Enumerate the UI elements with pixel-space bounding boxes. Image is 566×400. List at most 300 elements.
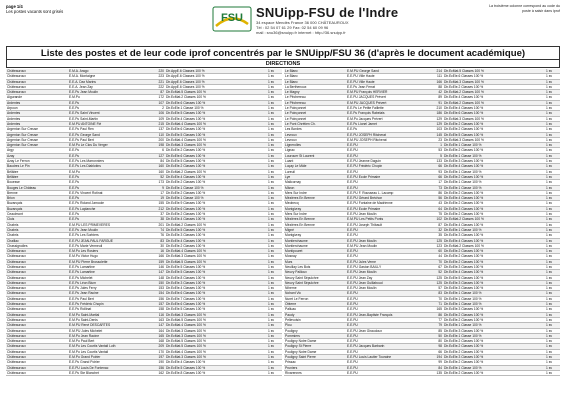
post-type-cell: Dir.AppE.6 Classes 100 % bbox=[165, 79, 260, 84]
school-cell: E.E.Pu Roland Jamoole bbox=[68, 201, 150, 206]
code-cell: 158 bbox=[150, 307, 165, 312]
post-type-cell: Dir.EcEle.3 Classes 100 % bbox=[443, 159, 538, 164]
commune-cell: Lourouer St Laurent bbox=[284, 153, 346, 158]
service-cell: 1 sv bbox=[538, 355, 560, 360]
commune-cell: Levroux bbox=[284, 132, 346, 137]
school-cell: E.M.Pu Jean Racine bbox=[68, 333, 150, 338]
code-cell: 57 bbox=[428, 286, 443, 291]
commune-cell: Cluis bbox=[6, 217, 68, 222]
code-cell: 9 bbox=[150, 185, 165, 190]
school-cell: E.M.PU Les Petits Ponts bbox=[346, 217, 428, 222]
school-cell: E.M.PU Pierre Brossolette bbox=[68, 259, 150, 264]
school-cell: E.M.Pu Les Rosiers bbox=[68, 249, 150, 254]
post-type-cell: Dir.AppE.6 Classes 100 % bbox=[165, 84, 260, 89]
header-note: La troisième colonne correspond au code du poste à saisir dans iprof bbox=[489, 4, 560, 13]
commune-cell: Montierchaume bbox=[284, 243, 346, 248]
service-cell: 1 sv bbox=[538, 307, 560, 312]
school-cell: E.E.Pu Les Sorbiers bbox=[68, 233, 150, 238]
code-cell: 137 bbox=[150, 127, 165, 132]
service-cell: 1 sv bbox=[260, 69, 282, 74]
commune-cell: Bélâbre bbox=[6, 169, 68, 174]
commune-cell: Brenne bbox=[6, 190, 68, 195]
post-type-cell: Dir.EcEle.2 Classes 100 % bbox=[443, 174, 538, 179]
school-cell: E.M.Pu bbox=[68, 169, 150, 174]
school-cell: E.E.Pu Paul Bert bbox=[68, 296, 150, 301]
service-cell: 1 sv bbox=[260, 317, 282, 322]
code-cell: 125 bbox=[428, 275, 443, 280]
commune-cell: Argenton Sur Creuse bbox=[6, 137, 68, 142]
post-type-cell: Dir.EcEle.1 Classe 100 % bbox=[165, 185, 260, 190]
post-type-cell: Dir.EcEle.4 Classes 100 % bbox=[165, 360, 260, 365]
code-cell: 162 bbox=[150, 370, 165, 375]
service-cell: 1 sv bbox=[260, 79, 282, 84]
service-cell: 1 sv bbox=[538, 74, 560, 79]
commune-cell: Levroux bbox=[284, 137, 346, 142]
commune-cell: Azay Le Ferron bbox=[6, 159, 68, 164]
post-type-cell: Dir.EcEle.3 Classes 100 % bbox=[165, 280, 260, 285]
commune-cell: Chaillac bbox=[6, 238, 68, 243]
service-cell: 1 sv bbox=[260, 148, 282, 153]
commune-cell: Le Poinçonnet bbox=[284, 111, 346, 116]
commune-cell: Châteauroux bbox=[6, 270, 68, 275]
post-type-cell: Dir.EcEle.1 Classe 100 % bbox=[165, 106, 260, 111]
post-type-cell: Dir.EcMat.2 Classes 100 % bbox=[443, 243, 538, 248]
post-type-cell: Dir.EcEle.2 Classes 100 % bbox=[443, 84, 538, 89]
service-cell: 1 sv bbox=[260, 196, 282, 201]
school-cell: E.M.PU George Sand bbox=[346, 69, 428, 74]
school-cell: E.E.Pu Jean Moulin bbox=[68, 227, 150, 232]
post-type-cell: Dir.EcMat.5 Classes 100 % bbox=[165, 339, 260, 344]
code-cell: 106 bbox=[150, 111, 165, 116]
school-cell: E.E.Pu Jules Ferry bbox=[68, 286, 150, 291]
code-cell: 109 bbox=[150, 116, 165, 121]
commune-cell: Mers Sur Indre bbox=[284, 190, 346, 195]
service-cell: 1 sv bbox=[260, 249, 282, 254]
post-type-cell: Dir.EcEle.8 Classes 100 % bbox=[165, 275, 260, 280]
school-cell: E.E.PU Ecole Primaire bbox=[346, 206, 428, 211]
post-type-cell: Dir.EcMat.3 Classes 100 % bbox=[165, 328, 260, 333]
service-cell: 1 sv bbox=[538, 121, 560, 126]
code-cell: 42 bbox=[428, 90, 443, 95]
school-cell: E.M.A. Arago bbox=[68, 69, 150, 74]
post-type-cell: Dir.EcEle.2 Classes 100 % bbox=[443, 127, 538, 132]
code-cell: 156 bbox=[150, 296, 165, 301]
commune-cell: Lye bbox=[284, 174, 346, 179]
code-cell: 73 bbox=[428, 185, 443, 190]
school-cell: E.E.Pu bbox=[68, 153, 150, 158]
post-type-cell: Dir.EcEle.1 Classe 100 % bbox=[443, 169, 538, 174]
code-cell: 125 bbox=[428, 238, 443, 243]
service-cell: 1 sv bbox=[538, 296, 560, 301]
commune-cell: Châteauroux bbox=[6, 275, 68, 280]
service-cell: 1 sv bbox=[538, 217, 560, 222]
code-cell: 23 bbox=[428, 137, 443, 142]
code-cell: 147 bbox=[150, 323, 165, 328]
post-type-cell: Dir.EcEle.6 Classes 100 % bbox=[165, 291, 260, 296]
service-cell: 1 sv bbox=[260, 275, 282, 280]
table-row bbox=[284, 370, 560, 375]
service-cell: 1 sv bbox=[538, 323, 560, 328]
school-cell: E.E.Pu Jean Ferrat bbox=[346, 84, 428, 89]
commune-cell: Paudy bbox=[284, 312, 346, 317]
commune-cell: Buzançais bbox=[6, 201, 68, 206]
post-type-cell: Dir.EcEle.5 Classes 100 % bbox=[165, 159, 260, 164]
service-cell: 1 sv bbox=[538, 132, 560, 137]
commune-cell: Baudres Le Pin bbox=[6, 164, 68, 169]
commune-cell: Bélâbre bbox=[6, 174, 68, 179]
school-cell: E.E.PU bbox=[346, 317, 428, 322]
school-cell: E.E.PU bbox=[346, 365, 428, 370]
post-type-cell: Dir.EcMat.5 Classes 100 % bbox=[165, 317, 260, 322]
code-cell: 83 bbox=[428, 291, 443, 296]
post-type-cell: Dir.EcEle.5 Classes 100 % bbox=[165, 307, 260, 312]
code-cell: 210 bbox=[428, 106, 443, 111]
commune-cell: Mâron bbox=[284, 185, 346, 190]
school-cell: E.M.Pu Saint-Martial bbox=[68, 312, 150, 317]
school-cell: E.M.Pu Les Courtis Vantail Luth bbox=[68, 344, 150, 349]
school-cell: E.E.PU bbox=[346, 296, 428, 301]
service-cell: 1 sv bbox=[260, 264, 282, 269]
post-type-cell: Dir.EcEle.5 Classes 100 % bbox=[443, 132, 538, 137]
post-type-cell: Dir.EcMat.3 Classes 100 % bbox=[443, 79, 538, 84]
school-cell: E.M.Pu Le Clos Du Verger bbox=[68, 143, 150, 148]
post-type-cell: Dir.EcEle.1 Classe 100 % bbox=[443, 296, 538, 301]
post-type-cell: Dir.EcEle.6 Classes 100 % bbox=[165, 153, 260, 158]
service-cell: 1 sv bbox=[538, 79, 560, 84]
code-cell: 85 bbox=[428, 328, 443, 333]
code-cell: 129 bbox=[428, 116, 443, 121]
code-cell: 84 bbox=[428, 365, 443, 370]
service-cell: 1 sv bbox=[538, 360, 560, 365]
commune-cell: Pouligny Saint Pierre bbox=[284, 355, 346, 360]
commune-cell: Le Blanc bbox=[284, 74, 346, 79]
service-cell: 1 sv bbox=[260, 206, 282, 211]
school-cell: E.E.PU bbox=[346, 360, 428, 365]
org-name: SNUipp-FSU de l'Indre bbox=[256, 5, 399, 20]
school-cell: E.E.PU Ecole Primaire bbox=[346, 174, 428, 179]
school-cell: E.E.PU Louis Lautier Touraine bbox=[346, 355, 428, 360]
code-cell: 86 bbox=[428, 190, 443, 195]
school-cell: E.E.A. Jean Zay bbox=[68, 84, 150, 89]
commune-cell: Argenton Sur Creuse bbox=[6, 143, 68, 148]
school-cell: E.E.PU Fontaine de Madrienne bbox=[346, 201, 428, 206]
code-cell: 214 bbox=[428, 69, 443, 74]
code-cell: 89 bbox=[428, 95, 443, 100]
post-type-cell: Dir.EcEle.2 Classes 100 % bbox=[443, 339, 538, 344]
commune-cell: Châteauroux bbox=[6, 307, 68, 312]
commune-cell: Mosnay bbox=[284, 254, 346, 259]
school-cell: E.E.Pu Lamartine bbox=[68, 270, 150, 275]
commune-cell: Châteauroux bbox=[6, 323, 68, 328]
service-cell: 1 sv bbox=[538, 69, 560, 74]
school-cell: E.E.PU bbox=[346, 180, 428, 185]
school-cell: E.E.PU JEAN-PAUL FARGUE bbox=[68, 238, 150, 243]
school-cell: E.E.PU Jean Moulin bbox=[346, 238, 428, 243]
post-type-cell: Dir.EcMat.3 Classes 100 % bbox=[165, 333, 260, 338]
code-cell: 38 bbox=[150, 217, 165, 222]
service-cell: 1 sv bbox=[260, 74, 282, 79]
post-type-cell: Dir.EcMat.5 Classes 100 % bbox=[165, 259, 260, 264]
service-cell: 1 sv bbox=[260, 180, 282, 185]
commune-cell: Châteauroux bbox=[6, 328, 68, 333]
post-type-cell: Dir.EcEle.2 Classes 100 % bbox=[443, 349, 538, 354]
service-cell: 1 sv bbox=[260, 238, 282, 243]
service-cell: 1 sv bbox=[260, 323, 282, 328]
school-cell: E.E.Pu bbox=[68, 174, 150, 179]
service-cell: 1 sv bbox=[260, 349, 282, 354]
commune-cell: Mers Sur Indre bbox=[284, 212, 346, 217]
service-cell: 1 sv bbox=[538, 148, 560, 153]
code-cell: 156 bbox=[150, 365, 165, 370]
service-cell: 1 sv bbox=[538, 259, 560, 264]
school-cell: E.E.PU Jules Verne bbox=[346, 259, 428, 264]
school-cell: E.E.Pu Jean Moulin bbox=[68, 90, 150, 95]
post-type-cell: Dir.EcEle.5 Classes 100 % bbox=[165, 365, 260, 370]
school-cell: E.E.PU F. Rousseau L. Lacamp bbox=[346, 190, 428, 195]
service-cell: 1 sv bbox=[538, 106, 560, 111]
code-cell: 52 bbox=[428, 270, 443, 275]
school-cell: E.E.PU bbox=[346, 323, 428, 328]
service-cell: 1 sv bbox=[538, 201, 560, 206]
post-type-cell: Dir.EcEle.5 Classes 100 % bbox=[165, 111, 260, 116]
school-cell: E.E.PU Jeanne Daguin bbox=[346, 159, 428, 164]
service-cell: 1 sv bbox=[538, 302, 560, 307]
code-cell: 110 bbox=[150, 132, 165, 137]
code-cell: 220 bbox=[150, 69, 165, 74]
code-cell: 147 bbox=[150, 270, 165, 275]
post-type-cell: Dir.EcEle.1 Classe 100 % bbox=[443, 227, 538, 232]
post-type-cell: Dir.EcEle.4 Classes 100 % bbox=[443, 95, 538, 100]
post-type-cell: Dir.EcEle.4 Classes 100 % bbox=[443, 196, 538, 201]
code-cell: 86 bbox=[428, 312, 443, 317]
school-cell: E.E.Pu bbox=[68, 185, 150, 190]
service-cell: 1 sv bbox=[260, 190, 282, 195]
school-cell: E.M.Pu Victor Hugo bbox=[68, 254, 150, 259]
service-cell: 1 sv bbox=[260, 355, 282, 360]
school-cell: E.E.PU Jean Guillaboud bbox=[346, 280, 428, 285]
post-type-cell: Dir.EcEle.2 Classes 100 % bbox=[443, 190, 538, 195]
commune-cell: Le Poinçonnet bbox=[284, 106, 346, 111]
code-cell: 93 bbox=[428, 169, 443, 174]
post-type-cell: Dir.EcMat.3 Classes 100 % bbox=[443, 137, 538, 142]
commune-cell: Châteauroux bbox=[6, 264, 68, 269]
commune-cell: Chabris bbox=[6, 222, 68, 227]
org-header bbox=[256, 5, 398, 35]
service-cell: 1 sv bbox=[260, 339, 282, 344]
post-type-cell: Dir.EcEle.6 Classes 100 % bbox=[165, 302, 260, 307]
post-type-cell: Dir.EcEle.2 Classes 100 % bbox=[165, 243, 260, 248]
service-cell: 1 sv bbox=[538, 227, 560, 232]
service-cell: 1 sv bbox=[260, 159, 282, 164]
code-cell: 133 bbox=[428, 159, 443, 164]
code-cell: 43 bbox=[428, 201, 443, 206]
post-type-cell: Dir.EcEle.6 Classes 100 % bbox=[165, 100, 260, 105]
post-type-cell: Dir.EcEle.6 Classes 100 % bbox=[443, 111, 538, 116]
post-type-cell: Dir.EcEle.3 Classes 100 % bbox=[443, 307, 538, 312]
post-type-cell: Dir.EcEle.4 Classes 100 % bbox=[165, 217, 260, 222]
commune-cell: Nuret Le Ferron bbox=[284, 296, 346, 301]
commune-cell: Malicornay bbox=[284, 180, 346, 185]
commune-cell: Argy bbox=[6, 148, 68, 153]
service-cell: 1 sv bbox=[260, 212, 282, 217]
code-cell: 5 bbox=[428, 153, 443, 158]
commune-cell: Prissac bbox=[284, 360, 346, 365]
school-cell: E.M.PU Jean Moulin bbox=[346, 243, 428, 248]
commune-cell: Châteauroux bbox=[6, 333, 68, 338]
commune-cell: Lignac bbox=[284, 148, 346, 153]
service-cell: 1 sv bbox=[260, 121, 282, 126]
school-cell: E.E.PU bbox=[346, 370, 428, 375]
service-cell: 1 sv bbox=[260, 137, 282, 142]
post-type-cell: Dir.EcMat.4 Classes 100 % bbox=[165, 121, 260, 126]
school-cell: E.E.Pu Laplanche bbox=[68, 206, 150, 211]
school-cell: E.E.Pu bbox=[68, 106, 150, 111]
school-cell: E.M.A. Montaigne bbox=[68, 74, 150, 79]
post-type-cell: Dir.EcEle.4 Classes 100 % bbox=[165, 116, 260, 121]
post-type-cell: Dir.EcEle.4 Classes 100 % bbox=[443, 164, 538, 169]
post-type-cell: Dir.EcMat.2 Classes 100 % bbox=[165, 222, 260, 227]
commune-cell: Chabris bbox=[6, 227, 68, 232]
school-cell: E.E.Pu Paul Bert bbox=[68, 137, 150, 142]
page-number: page 1/4 bbox=[6, 4, 23, 9]
code-cell: 150 bbox=[150, 280, 165, 285]
left-table bbox=[6, 69, 282, 376]
school-cell: E.E.Pu François Rabelais bbox=[346, 111, 428, 116]
document-title: Liste des postes et de leur code iprof concentrés par le SNUipp/FSU 36 (d'après le document académique) bbox=[6, 46, 560, 60]
code-cell: 75 bbox=[428, 212, 443, 217]
post-type-cell: Dir.EcMat.5 Classes 100 % bbox=[165, 90, 260, 95]
school-cell: E.E.Pu Rollinat bbox=[68, 307, 150, 312]
school-cell: E.E.PU bbox=[346, 233, 428, 238]
post-type-cell: Dir.EcEle.4 Classes 100 % bbox=[165, 174, 260, 179]
code-cell: 87 bbox=[428, 222, 443, 227]
school-cell: E.E.PU bbox=[346, 143, 428, 148]
post-type-cell: Dir.AppE.6 Classes 100 % bbox=[165, 74, 260, 79]
code-cell: 103 bbox=[428, 127, 443, 132]
service-cell: 1 sv bbox=[260, 127, 282, 132]
service-cell: 1 sv bbox=[538, 212, 560, 217]
commune-cell: Châteauroux bbox=[6, 339, 68, 344]
post-type-cell: Dir.EcEle.3 Classes 100 % bbox=[165, 233, 260, 238]
commune-cell: Montgivray bbox=[284, 206, 346, 211]
commune-cell: Mézières En Brenne bbox=[284, 217, 346, 222]
code-cell: 44 bbox=[428, 254, 443, 259]
school-cell: E.E.Pu bbox=[68, 180, 150, 185]
code-cell: 215 bbox=[150, 121, 165, 126]
service-cell: 1 sv bbox=[260, 84, 282, 89]
code-cell: 148 bbox=[150, 275, 165, 280]
service-cell: 1 sv bbox=[260, 254, 282, 259]
school-cell: E.E.PU bbox=[346, 227, 428, 232]
school-cell: E.E.PU bbox=[346, 153, 428, 158]
commune-cell: Ardentes bbox=[6, 100, 68, 105]
post-type-cell: Dir.EcEle.2 Classes 100 % bbox=[443, 121, 538, 126]
commune-cell: Pouligny St Pierre bbox=[284, 344, 346, 349]
service-cell: 1 sv bbox=[538, 143, 560, 148]
post-type-cell: Dir.EcEle.1 Classe 100 % bbox=[443, 153, 538, 158]
code-cell: 157 bbox=[150, 302, 165, 307]
code-cell: 160 bbox=[150, 169, 165, 174]
code-cell: 160 bbox=[150, 164, 165, 169]
service-cell: 1 sv bbox=[538, 264, 560, 269]
commune-cell: Nohant Vic bbox=[284, 291, 346, 296]
post-type-cell: Dir.EcEle.5 Classes 100 % bbox=[165, 264, 260, 269]
commune-cell: Pellevoisin bbox=[284, 317, 346, 322]
school-cell: E.E.Pu Vincent Rotinat bbox=[68, 190, 150, 195]
school-cell: E.E.Pu Saint Vincent bbox=[68, 111, 150, 116]
service-cell: 1 sv bbox=[538, 169, 560, 174]
code-cell: 71 bbox=[428, 302, 443, 307]
code-cell: 129 bbox=[428, 121, 443, 126]
post-type-cell: Dir.EcMat.5 Classes 100 % bbox=[165, 344, 260, 349]
post-type-cell: Dir.EcMat.4 Classes 100 % bbox=[165, 323, 260, 328]
service-cell: 1 sv bbox=[260, 222, 282, 227]
code-cell: 70 bbox=[428, 296, 443, 301]
page-subtitle: Les postes vacants sont grisés bbox=[6, 9, 64, 14]
commune-cell: Châteauroux bbox=[6, 254, 68, 259]
school-cell: E.E.PU bbox=[346, 307, 428, 312]
post-type-cell: Dir.EcMat.3 Classes 100 % bbox=[443, 116, 538, 121]
post-type-cell: Dir.EcEle.4 Classes 100 % bbox=[165, 238, 260, 243]
code-cell: 70 bbox=[428, 259, 443, 264]
commune-cell: Lignerolles bbox=[284, 143, 346, 148]
school-cell: E.E.Pu Saint-Martin bbox=[68, 116, 150, 121]
code-cell: 123 bbox=[428, 243, 443, 248]
code-cell: 221 bbox=[150, 79, 165, 84]
service-cell: 1 sv bbox=[260, 116, 282, 121]
service-cell: 1 sv bbox=[538, 137, 560, 142]
commune-cell: Le Magny bbox=[284, 90, 346, 95]
commune-cell: Pommiers bbox=[284, 333, 346, 338]
service-cell: 1 sv bbox=[260, 227, 282, 232]
code-cell: 172 bbox=[150, 95, 165, 100]
school-cell: E.E.Pu Les Diablotins bbox=[68, 164, 150, 169]
school-cell: E.E.PU Jean Giraudoux bbox=[346, 328, 428, 333]
code-cell: 201 bbox=[150, 222, 165, 227]
commune-cell: Rivarennes bbox=[284, 370, 346, 375]
service-cell: 1 sv bbox=[538, 222, 560, 227]
code-cell: 19 bbox=[150, 196, 165, 201]
school-cell: E.M.PU JOSEPH Ritcherat bbox=[346, 137, 428, 142]
post-type-cell: Dir.EcEle.1 Classe 100 % bbox=[443, 291, 538, 296]
commune-cell: Obterre bbox=[284, 302, 346, 307]
post-type-cell: Dir.EcEle.6 Classes 100 % bbox=[165, 206, 260, 211]
code-cell: 222 bbox=[150, 84, 165, 89]
post-type-cell: Dir.AppE.6 Classes 100 % bbox=[165, 69, 260, 74]
code-cell: 153 bbox=[150, 286, 165, 291]
commune-cell: Arpoun bbox=[6, 106, 68, 111]
commune-cell: Le Pêchereau bbox=[284, 95, 346, 100]
post-type-cell: Dir.EcEle.2 Classes 100 % bbox=[165, 164, 260, 169]
commune-cell: Mézières En Brenne bbox=[284, 222, 346, 227]
service-cell: 1 sv bbox=[538, 365, 560, 370]
service-cell: 1 sv bbox=[538, 333, 560, 338]
service-cell: 1 sv bbox=[538, 317, 560, 322]
post-type-cell: Dir.EcEle.3 Classes 100 % bbox=[443, 280, 538, 285]
school-cell: E.E.Pu Lionel Jamet bbox=[346, 121, 428, 126]
school-cell: E.E.Pu George Sand bbox=[68, 132, 150, 137]
code-cell: 52 bbox=[150, 174, 165, 179]
school-cell: E.E.Pu Michelet bbox=[68, 275, 150, 280]
commune-cell: Le Poinçonnet bbox=[284, 116, 346, 121]
post-type-cell: Dir.EcEle.2 Classes 100 % bbox=[443, 360, 538, 365]
post-type-cell: Dir.EcEle.3 Classes 100 % bbox=[443, 355, 538, 360]
commune-cell: Châteauroux bbox=[6, 355, 68, 360]
code-cell: 87 bbox=[150, 90, 165, 95]
service-cell: 1 sv bbox=[538, 328, 560, 333]
service-cell: 1 sv bbox=[260, 111, 282, 116]
service-cell: 1 sv bbox=[538, 116, 560, 121]
